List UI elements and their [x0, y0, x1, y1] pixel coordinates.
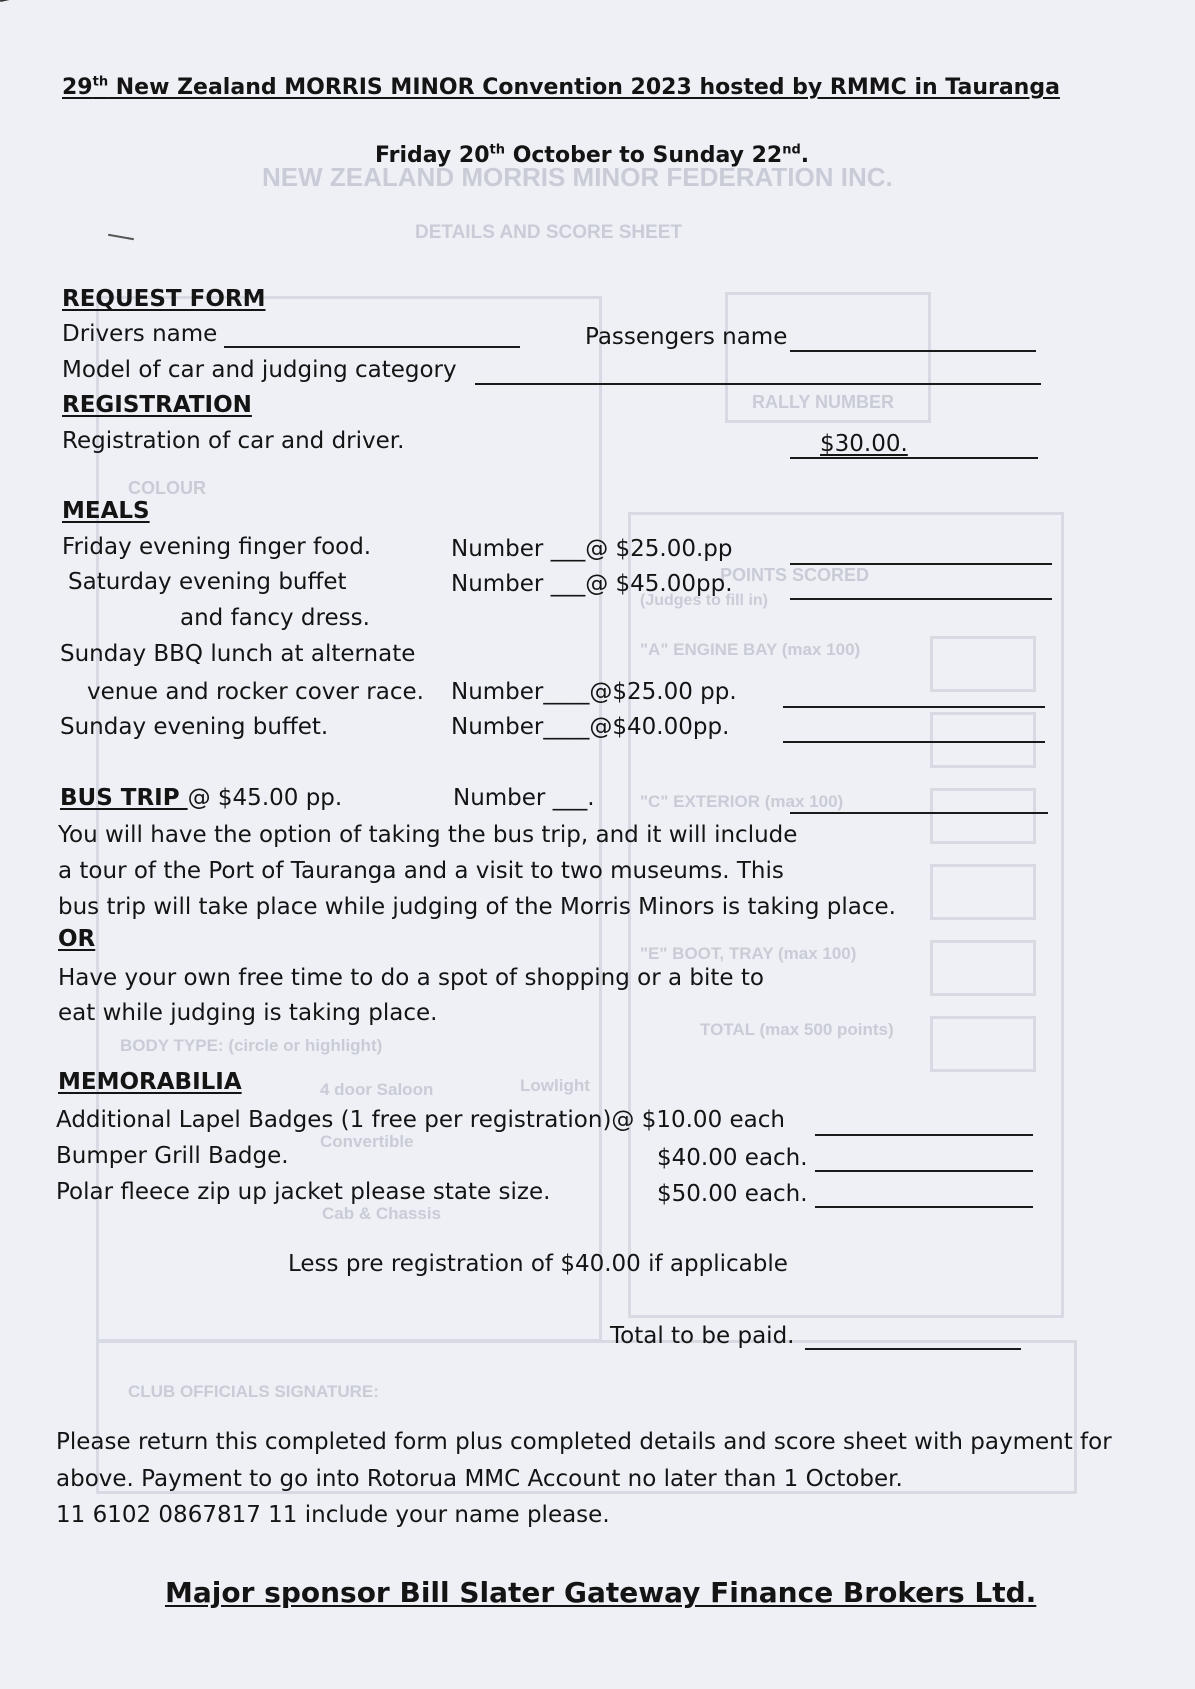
- total-amount-field[interactable]: [805, 1348, 1021, 1350]
- bus-trip-price: @ $45.00 pp.: [187, 785, 343, 811]
- memorabilia-amount-field[interactable]: [815, 1134, 1033, 1136]
- passengers-name-field[interactable]: [790, 350, 1036, 352]
- pre-registration-note: Less pre registration of $40.00 if applicable: [288, 1251, 788, 1277]
- scan-mark: [108, 234, 134, 240]
- bleed-exterior: "C" EXTERIOR (max 100): [640, 792, 844, 811]
- bleed-saloon: 4 door Saloon: [320, 1080, 434, 1099]
- memorabilia-amount-field[interactable]: [815, 1170, 1033, 1172]
- bleed-officials: CLUB OFFICIALS SIGNATURE:: [128, 1382, 379, 1401]
- model-category-label: Model of car and judging category: [62, 357, 457, 383]
- bleed-judges: (Judges to fill in): [640, 592, 768, 609]
- bus-trip-heading: BUS TRIP: [60, 785, 188, 811]
- bleed-total: TOTAL (max 500 points): [700, 1020, 894, 1039]
- registration-price: $30.00.: [820, 431, 908, 457]
- meal-item-name: Friday evening finger food.: [62, 534, 372, 560]
- registration-label: Registration of car and driver.: [62, 428, 405, 454]
- bleed-convertible: Convertible: [320, 1132, 414, 1151]
- bleed-score-box-2: [930, 712, 1036, 768]
- total-label: Total to be paid.: [610, 1323, 795, 1349]
- bus-trip-desc-line: bus trip will take place while judging of the Morris Minors is taking place.: [58, 894, 896, 920]
- meals-heading: MEALS: [62, 498, 150, 524]
- bleed-score-box-1: [930, 636, 1036, 692]
- meal-item-name: Sunday BBQ lunch at alternate: [60, 641, 416, 667]
- major-sponsor: Major sponsor Bill Slater Gateway Finance Brokers Ltd.: [165, 1576, 1037, 1609]
- meal-item-amount-field[interactable]: [790, 563, 1052, 565]
- bus-trip-desc-line: You will have the option of taking the bus trip, and it will include: [58, 822, 798, 848]
- meal-item-name: Saturday evening buffet: [68, 569, 347, 595]
- free-time-line: eat while judging is taking place.: [58, 1000, 438, 1026]
- meal-item-amount-field[interactable]: [783, 706, 1045, 708]
- meal-item-qty: Number____@$40.00pp.: [451, 714, 730, 740]
- bleed-subtitle: DETAILS AND SCORE SHEET: [415, 222, 683, 243]
- bleed-score-box-5: [930, 940, 1036, 996]
- memorabilia-price: $50.00 each.: [657, 1181, 808, 1207]
- memorabilia-price: $40.00 each.: [657, 1145, 808, 1171]
- page-title: 29th New Zealand MORRIS MINOR Convention 2023 hosted by RMMC in Tauranga: [62, 74, 1060, 100]
- request-form-heading: REQUEST FORM: [62, 286, 266, 312]
- memorabilia-item: Bumper Grill Badge.: [56, 1143, 289, 1169]
- bleed-body-type: BODY TYPE: (circle or highlight): [120, 1036, 383, 1055]
- bus-trip-line: [60, 784, 342, 812]
- meal-item-qty: Number ___@ $45.00pp.: [451, 571, 733, 597]
- event-dates: Friday 20th October to Sunday 22nd.: [375, 142, 810, 168]
- bleed-score-box-3: [930, 788, 1036, 844]
- memorabilia-item: Polar fleece zip up jacket please state size.: [56, 1179, 551, 1205]
- memorabilia-heading: MEMORABILIA: [58, 1069, 242, 1095]
- bleed-points-scored: POINTS SCORED: [720, 565, 870, 585]
- scan-mark: [0, 0, 69, 2]
- model-category-field[interactable]: [475, 383, 1041, 385]
- bleed-engine-bay: "A" ENGINE BAY (max 100): [640, 640, 861, 659]
- memorabilia-amount-field[interactable]: [815, 1206, 1033, 1208]
- meal-item-qty: Number____@$25.00 pp.: [451, 679, 737, 705]
- bleed-lowlight: Lowlight: [520, 1076, 590, 1095]
- footer-instruction-line: Please return this completed form plus completed details and score sheet with payment for: [56, 1429, 1112, 1455]
- meal-item-name-cont: and fancy dress.: [180, 605, 370, 631]
- free-time-line: Have your own free time to do a spot of shopping or a bite to: [58, 965, 764, 991]
- bleed-score-box-4: [930, 864, 1036, 920]
- meal-item-name-cont: venue and rocker cover race.: [87, 679, 424, 705]
- drivers-name-field[interactable]: [224, 346, 520, 348]
- bus-trip-amount-field[interactable]: [790, 812, 1048, 814]
- meal-item-qty: Number ___@ $25.00.pp: [451, 536, 733, 562]
- bleed-title: NEW ZEALAND MORRIS MINOR FEDERATION INC.: [262, 162, 893, 192]
- bleed-rally-number: RALLY NUMBER: [752, 392, 895, 412]
- passengers-name-label: Passengers name: [585, 324, 788, 350]
- bleed-boot-tray: "E" BOOT, TRAY (max 100): [640, 944, 857, 963]
- meal-item-amount-field[interactable]: [783, 741, 1045, 743]
- registration-amount-field[interactable]: [790, 457, 1038, 459]
- meal-item-name: Sunday evening buffet.: [60, 714, 329, 740]
- footer-instruction-line: above. Payment to go into Rotorua MMC Account no later than 1 October.: [56, 1466, 903, 1492]
- registration-heading: REGISTRATION: [62, 392, 252, 418]
- account-number-line: 11 6102 0867817 11 include your name please.: [56, 1502, 610, 1528]
- memorabilia-item: Additional Lapel Badges (1 free per registration)@ $10.00 each: [56, 1107, 785, 1133]
- bleed-cab-chassis: Cab & Chassis: [322, 1204, 442, 1223]
- bus-trip-desc-line: a tour of the Port of Tauranga and a visit to two museums. This: [58, 858, 784, 884]
- bleed-colour: COLOUR: [128, 478, 206, 498]
- meal-item-amount-field[interactable]: [790, 598, 1052, 600]
- drivers-name-label: Drivers name: [62, 321, 218, 347]
- bus-trip-qty: Number ___.: [453, 785, 595, 811]
- bleed-score-box-6: [930, 1016, 1036, 1072]
- or-label: OR: [58, 926, 96, 952]
